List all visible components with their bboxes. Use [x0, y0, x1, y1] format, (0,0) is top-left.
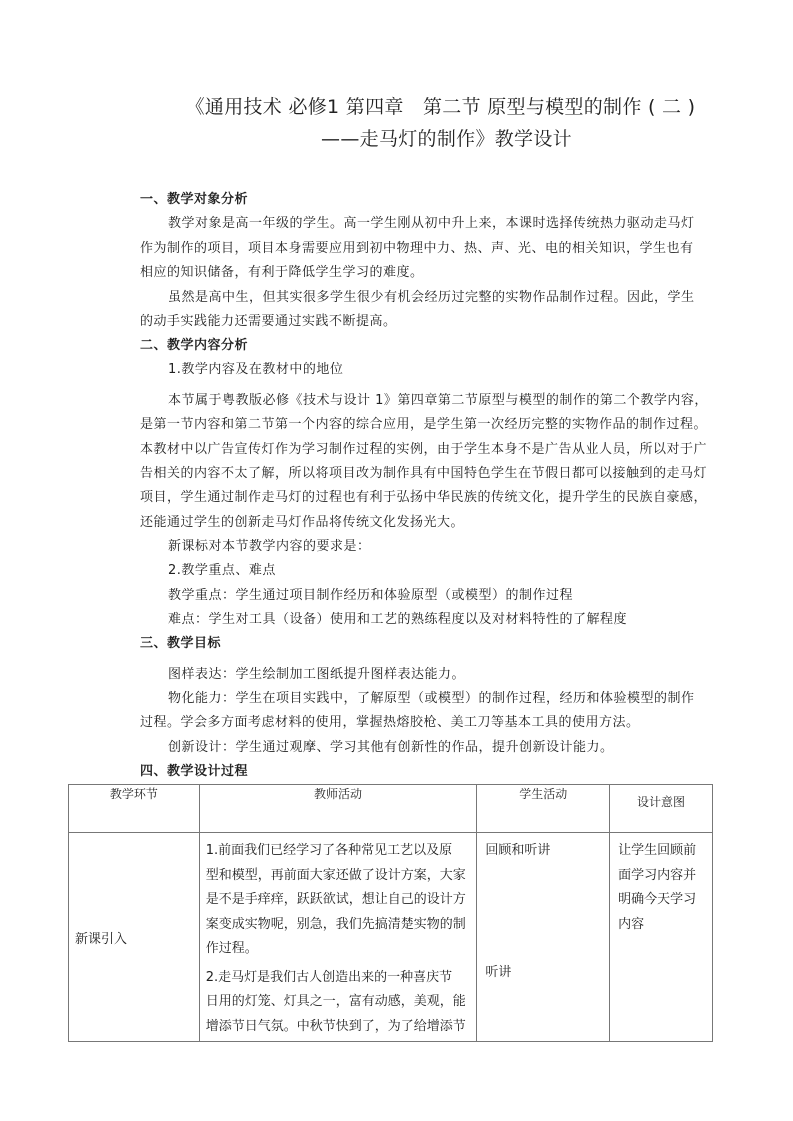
- header-student-activity: 学生活动: [477, 785, 610, 833]
- section2-key-point: 教学重点：学生通过项目制作经历和体验原型（或模型）的制作过程: [168, 588, 574, 603]
- section1-para1-line3: 相应的知识储备，有利于降低学生学习的难度。: [140, 265, 424, 280]
- teacher-p1-line5: 作过程。: [205, 941, 258, 956]
- section2-heading: 二、教学内容分析: [140, 338, 249, 353]
- section1-para2-line2: 的动手实践能力还需要通过实践不断提高。: [140, 314, 397, 329]
- stage-cell: 新课引入: [69, 833, 200, 1042]
- student-activity-2: 听讲: [485, 965, 512, 980]
- section3-heading: 三、教学目标: [140, 636, 222, 651]
- student-activity-1: 回顾和听讲: [485, 843, 551, 858]
- teacher-p1-line2: 型和模型，再前面大家还做了设计方案，大家: [205, 867, 466, 883]
- section2-para1-line1: 本节属于粤教版必修《技术与设计 1》第四章第二节原型与模型的制作的第二个教学内容，: [168, 393, 708, 408]
- design-intent-cell: [610, 833, 713, 1042]
- teacher-activity-para2: [206, 966, 471, 1040]
- teacher-p1-line3: 是不是手痒痒，跃跃欲试，想让自己的设计方: [205, 892, 466, 907]
- section3-goal2-line2: 过程。学会多方面考虑材料的使用，掌握热熔胶枪、美工刀等基本工具的使用方法。: [140, 715, 640, 730]
- teacher-p2-line2: 日用的灯笼、灯具之一，富有动感，美观，能: [205, 994, 466, 1009]
- section2-subheading2: 2.教学重点、难点: [168, 563, 276, 578]
- section2-subheading1: 1.教学内容及在教材中的地位: [168, 362, 344, 377]
- header-stage: 教学环节: [69, 785, 200, 833]
- teacher-p1-line1: 1.前面我们已经学习了各种常见工艺以及原: [205, 843, 453, 858]
- section4-heading: 四、教学设计过程: [140, 764, 249, 779]
- section2-para1-line6: 还能通过学生的创新走马灯作品将传统文化发扬光大。: [140, 515, 465, 530]
- intent-line4: 内容: [618, 916, 645, 932]
- section3-goal3: 创新设计：学生通过观摩、学习其他有创新性的作品，提升创新设计能力。: [168, 740, 614, 755]
- teacher-activity-cell: [199, 833, 477, 1042]
- section1-heading: 一、教学对象分析: [140, 192, 249, 207]
- intent-line2: 面学习内容并: [618, 867, 697, 883]
- document-title-line2: ——走马灯的制作》教学设计: [321, 128, 572, 150]
- section2-para1-line2: 是第一节内容和第二节第一个内容的综合应用，是学生第一次经历完整的实物作品的制作过程。: [140, 417, 708, 432]
- section2-para1-line5: 项目，学生通过制作走马灯的过程也有利于弘扬中华民族的传统文化，提升学生的民族自豪感，: [140, 490, 708, 505]
- table-row: [69, 833, 713, 1042]
- student-activity-cell: [477, 833, 610, 1042]
- table-header-row: [69, 785, 713, 833]
- intent-line3: 明确今天学习: [618, 892, 697, 907]
- header-design-intent: 设计意图: [610, 785, 713, 833]
- teacher-p2-line1: 2.走马灯是我们古人创造出来的一种喜庆节: [205, 969, 453, 985]
- section3-goal1: 图样表达：学生绘制加工图纸提升图样表达能力。: [168, 667, 466, 682]
- section1-para1-line1: 教学对象是高一年级的学生。高一学生刚从初中升上来，本课时选择传统热力驱动走马灯: [168, 216, 695, 231]
- teacher-p1-line4: 案变成实物呢，别急，我们先搞清楚实物的制: [205, 916, 466, 932]
- section2-para1-line4: 告相关的内容不太了解，所以将项目改为制作具有中国特色学生在节假日都可以接触到的走马灯: [140, 466, 708, 481]
- section1-para2-line1: 虽然是高中生，但其实很多学生很少有机会经历过完整的实物作品制作过程。因此，学生: [168, 290, 695, 305]
- header-teacher-activity: 教师活动: [199, 785, 477, 833]
- section2-difficulty: 难点：学生对工具（设备）使用和工艺的熟练程度以及对材料特性的了解程度: [168, 612, 628, 627]
- teacher-activity-para1: [206, 839, 471, 962]
- section2-para1-line3: 本教材中以广告宣传灯作为学习制作过程的实例，由于学生本身不是广告从业人员，所以对于广: [140, 442, 708, 457]
- teacher-p2-line3: 增添节日气氛。中秋节快到了，为了给增添节: [205, 1018, 466, 1034]
- section3-goal2-line1: 物化能力：学生在项目实践中，了解原型（或模型）的制作过程，经历和体验模型的制作: [168, 691, 695, 706]
- document-title-line1: 《通用技术 必修1 第四章 第二节 原型与模型的制作 ( 二 ): [185, 96, 696, 118]
- intent-line1: 让学生回顾前: [618, 843, 697, 858]
- section2-para2: 新课标对本节教学内容的要求是：: [168, 539, 371, 554]
- teaching-design-table: [68, 784, 713, 1042]
- section1-para1-line2: 作为制作的项目，项目本身需要应用到初中物理中力、热、声、光、电的相关知识，学生也有: [140, 241, 694, 256]
